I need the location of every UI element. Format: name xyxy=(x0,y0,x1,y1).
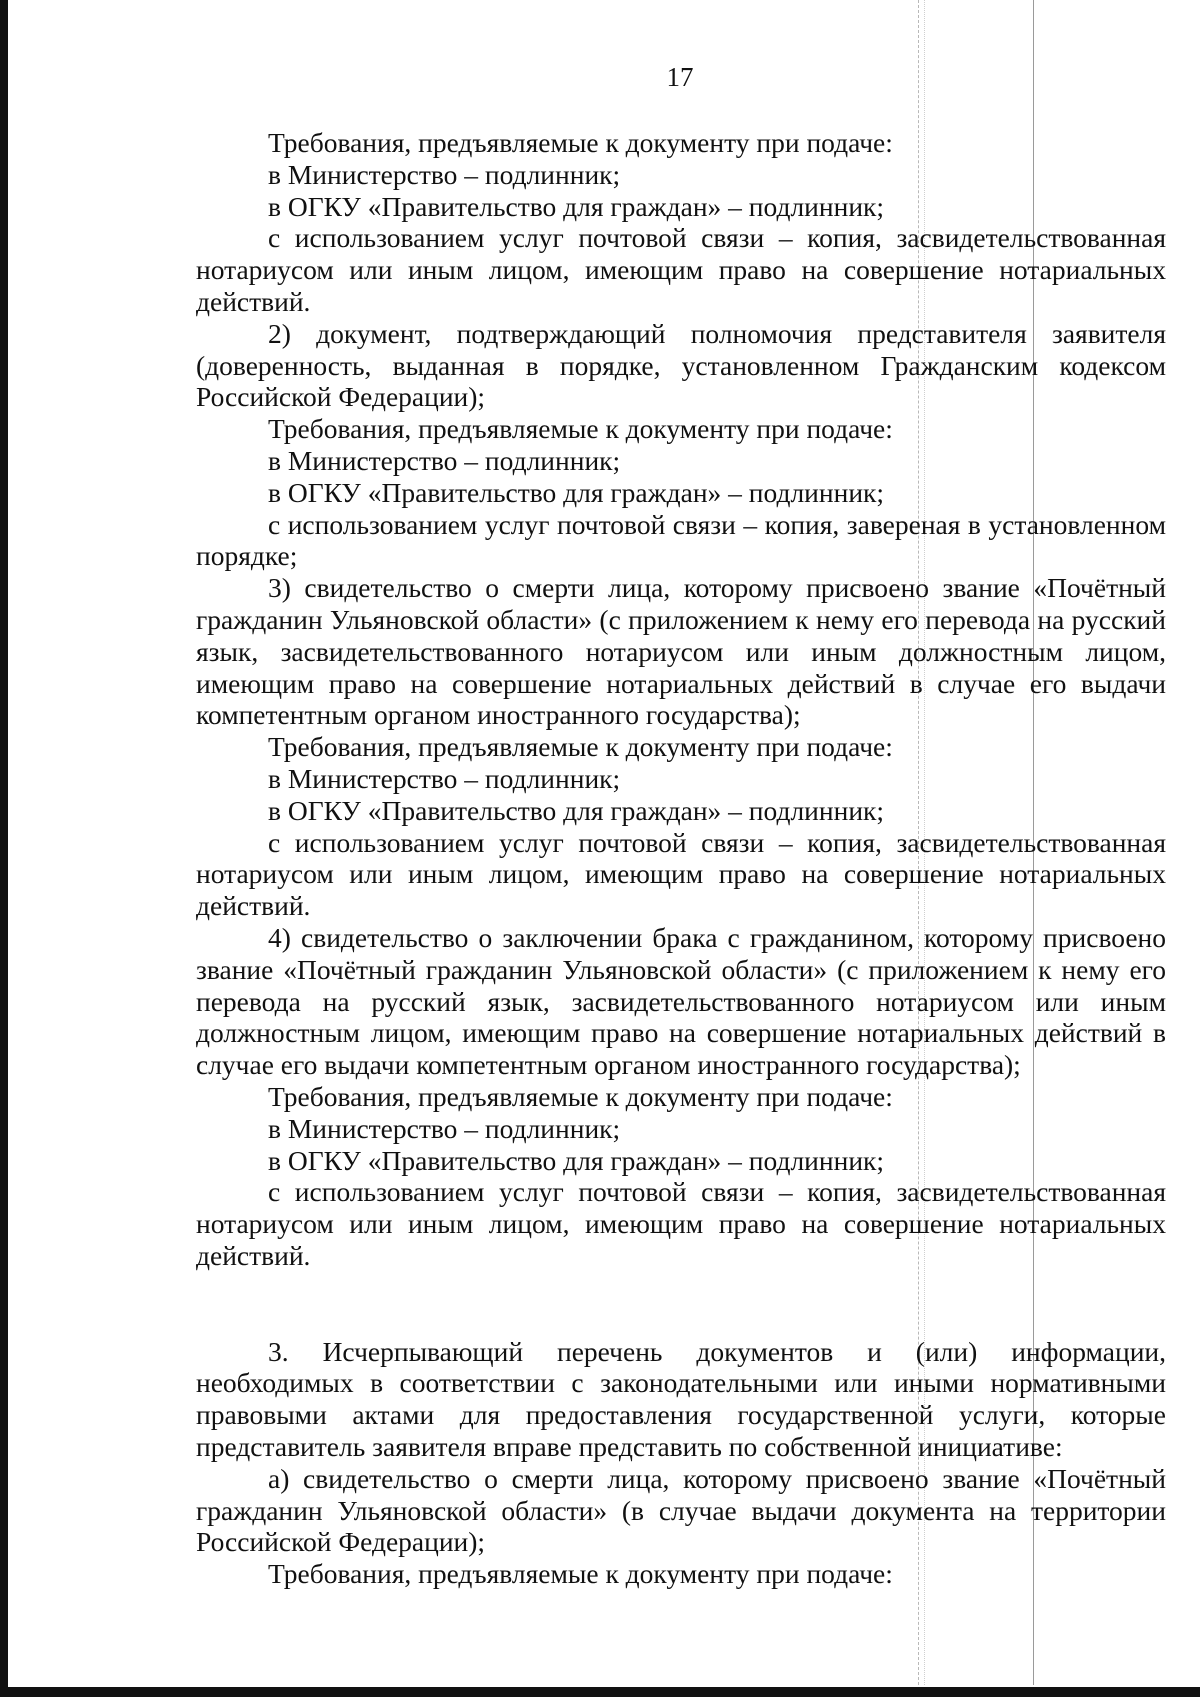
paragraph: 3. Исчерпывающий перечень документов и (или) информации, необходимых в соответствии с законодательными или иными нормативными правовыми актами для предоставления государственной услуги, которые представитель заявителя вправе представить по собственной инициативе: xyxy=(196,1335,1166,1463)
paragraph: Требования, предъявляемые к документу при подаче: xyxy=(268,127,893,158)
document-body xyxy=(196,127,1166,1590)
scan-border-left xyxy=(0,0,8,1697)
paragraph: а) свидетельство о смерти лица, которому присвоено звание «Почётный гражданин Ульяновской области» (в случае выдачи документа на территории Российской Федерации); xyxy=(196,1462,1166,1558)
paragraph: Требования, предъявляемые к документу при подаче: xyxy=(268,1080,893,1112)
paragraph: с использованием услуг почтовой связи – копия, засвидетельствованная нотариусом или иным лицом, имеющим право на совершение нотариальных действий. xyxy=(196,826,1166,922)
paragraph: в Министерство – подлинник; xyxy=(268,1112,621,1144)
paragraph: в ОГКУ «Правительство для граждан» – подлинник; xyxy=(268,476,885,508)
paragraph: 4) свидетельство о заключении брака с гражданином, которому присвоено звание «Почётный гражданин Ульяновской области» (с приложением к нему его перевода на русский язык, засвидетельствованного нотариусом или иным должностным лицом, имеющим право на совершение нотариальных действий в случае его выдачи компетентным органом иностранного государства); xyxy=(196,921,1166,1081)
scan-border-bottom xyxy=(0,1687,1200,1697)
paragraph: с использованием услуг почтовой связи – копия, завереная в установленном порядке; xyxy=(196,508,1166,572)
paragraph-spacer xyxy=(196,1272,1166,1336)
paragraph: в ОГКУ «Правительство для граждан» – подлинник; xyxy=(268,1144,885,1176)
paragraph: в Министерство – подлинник; xyxy=(268,762,621,794)
paragraph: в Министерство – подлинник; xyxy=(268,158,621,190)
paragraph: Требования, предъявляемые к документу при подаче: xyxy=(268,413,893,445)
paragraph: Требования, предъявляемые к документу при подаче: xyxy=(268,1558,893,1590)
paragraph: 2) документ, подтверждающий полномочия представителя заявителя (доверенность, выданная в порядке, установленном Гражданским кодексом Российской Федерации); xyxy=(196,317,1166,413)
paragraph: Требования, предъявляемые к документу при подаче: xyxy=(268,731,893,763)
page-number: 17 xyxy=(666,62,694,92)
paragraph: с использованием услуг почтовой связи – копия, засвидетельствованная нотариусом или иным лицом, имеющим право на совершение нотариальных действий. xyxy=(196,1176,1166,1271)
paragraph: в ОГКУ «Правительство для граждан» – подлинник; xyxy=(268,190,885,222)
paragraph: с использованием услуг почтовой связи – копия, засвидетельствованная нотариусом или иным лицом, имеющим право на совершение нотариальных действий. xyxy=(196,222,1166,317)
paragraph: в ОГКУ «Правительство для граждан» – подлинник; xyxy=(268,794,885,826)
paragraph: в Министерство – подлинник; xyxy=(268,444,621,476)
paragraph: 3) свидетельство о смерти лица, которому присвоено звание «Почётный гражданин Ульяновской области» (с приложением к нему его перевода на русский язык, засвидетельствованного нотариусом или иным должностным лицом, имеющим право на совершение нотариальных действий в случае его выдачи компетентным органом иностранного государства); xyxy=(196,572,1166,731)
